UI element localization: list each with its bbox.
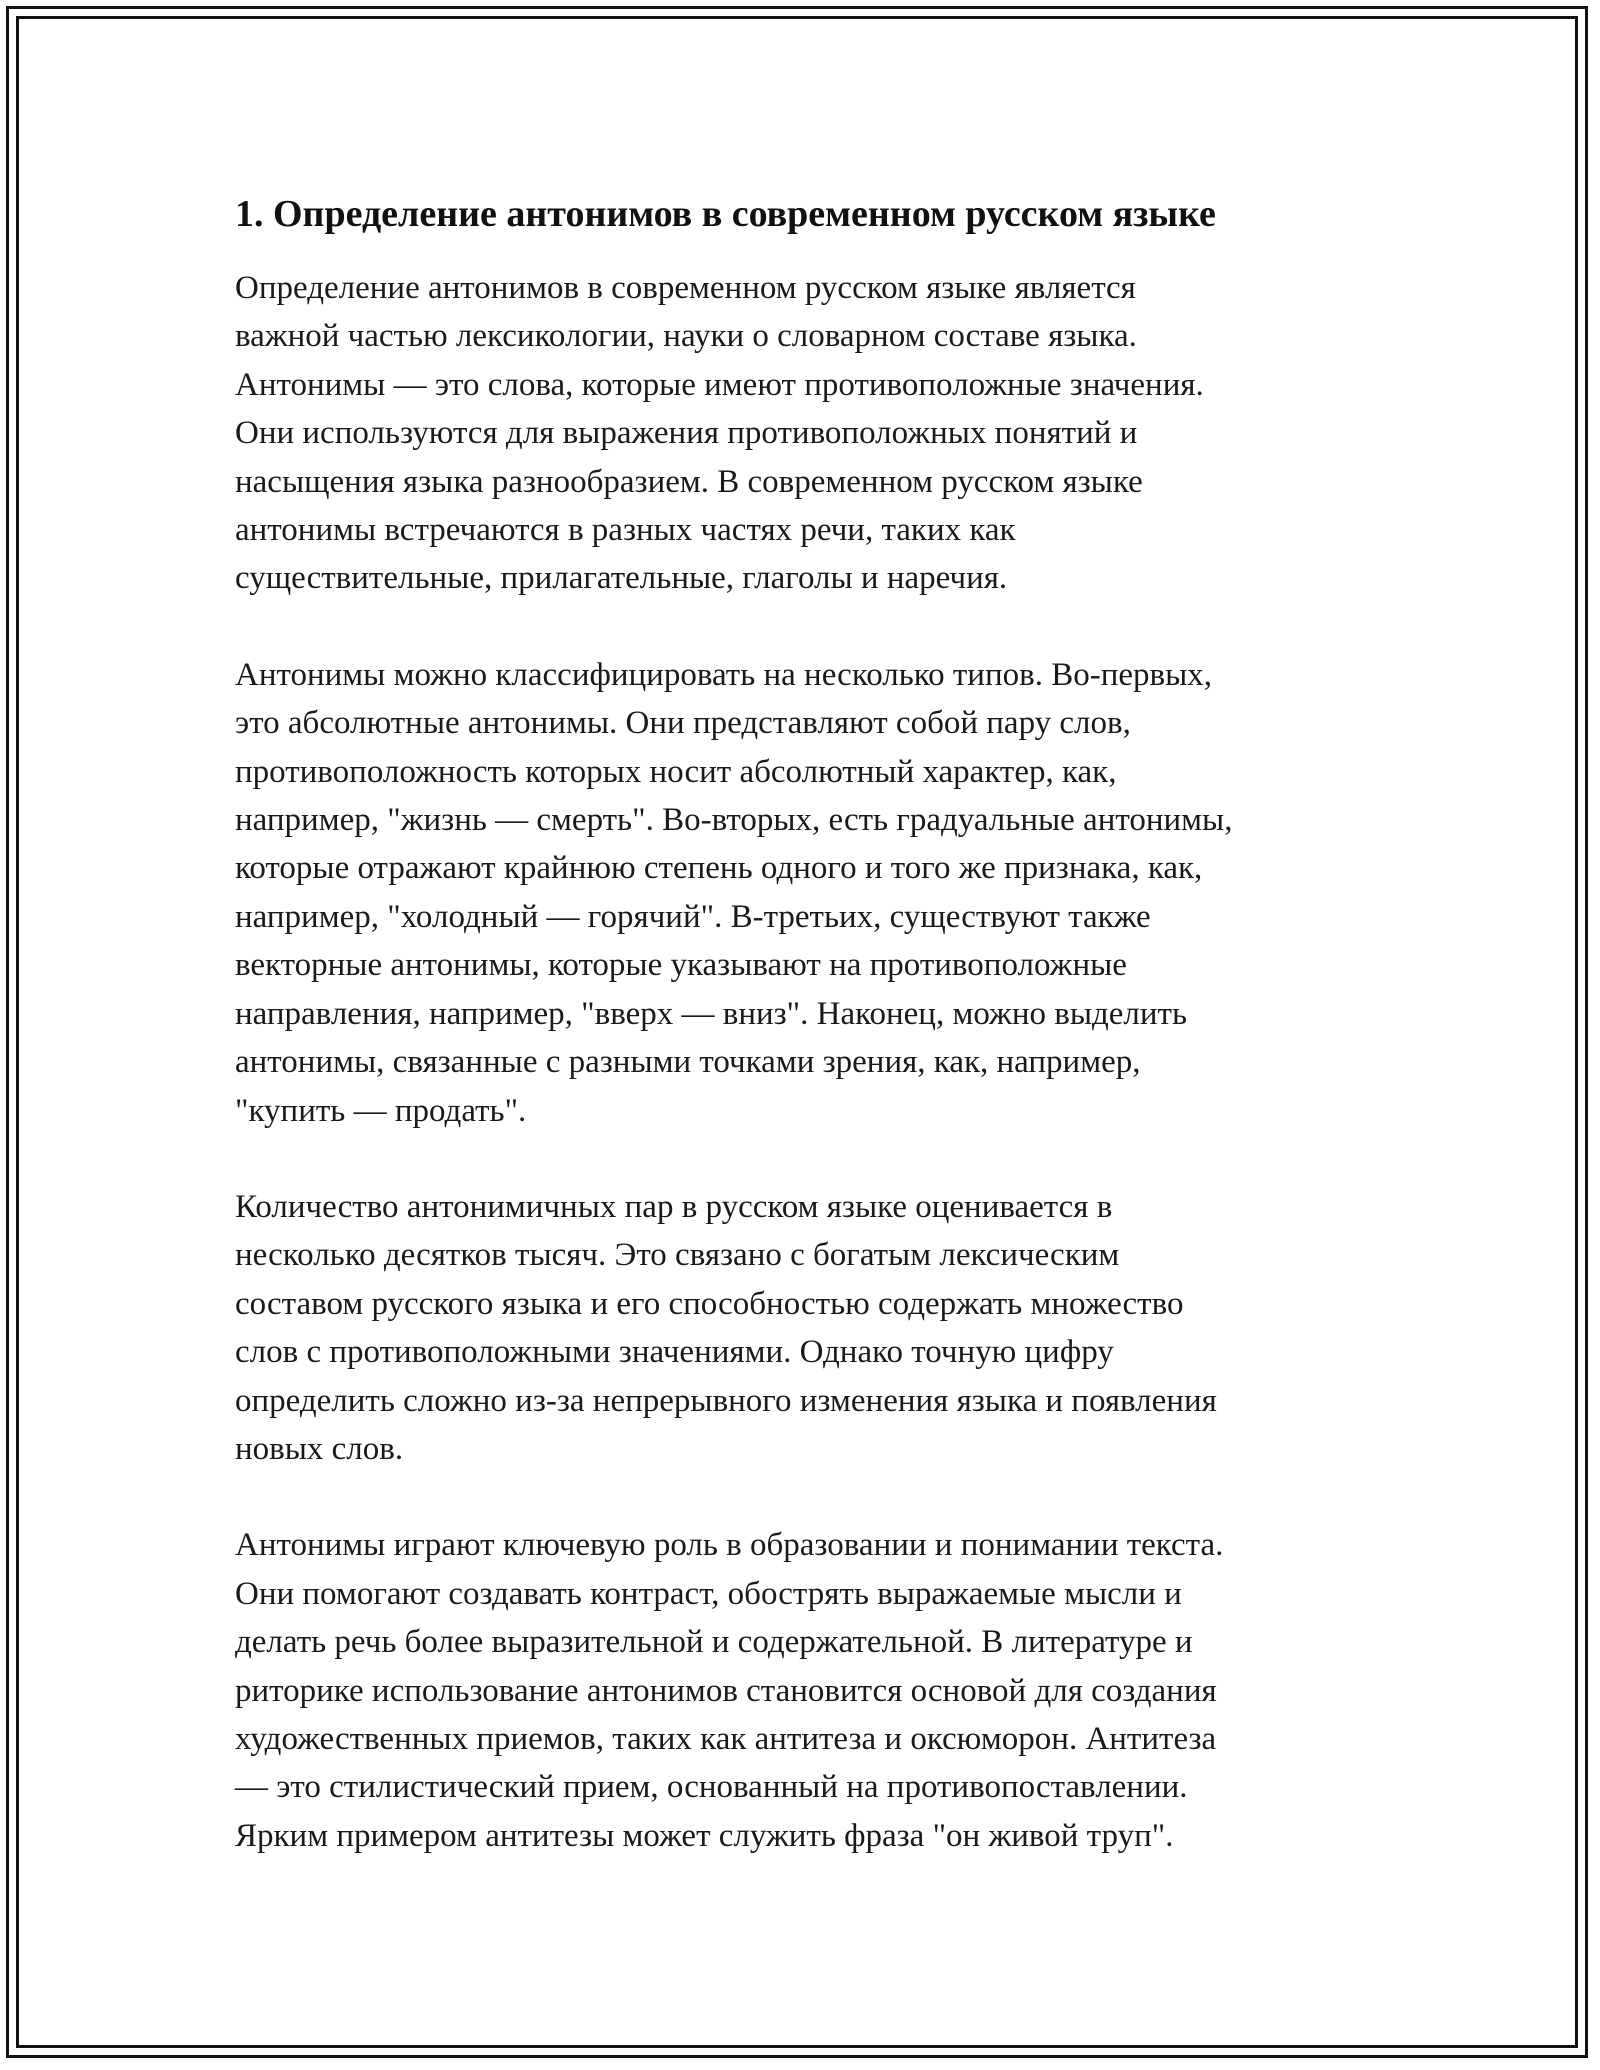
text-line: — это стилистический прием, основанный на противопоставлении. <box>235 1769 1188 1806</box>
text-line: Антонимы — это слова, которые имеют противоположные значения. <box>235 366 1204 403</box>
paragraph-definition <box>235 264 1375 603</box>
text-line: "купить — продать". <box>235 1092 527 1129</box>
section-heading: 1. Определение антонимов в современном русском языке <box>235 193 1216 235</box>
document-body <box>235 186 1375 1908</box>
paragraph-role <box>235 1521 1375 1860</box>
text-line: несколько десятков тысяч. Это связано с богатым лексическим <box>235 1237 1120 1274</box>
paragraph-classification <box>235 651 1375 1135</box>
text-line: Они используются для выражения противоположных понятий и <box>235 415 1138 452</box>
text-line: художественных приемов, таких как антитеза и оксюморон. Антитеза <box>235 1720 1217 1757</box>
text-line: существительные, прилагательные, глаголы и наречия. <box>235 560 1008 597</box>
text-line: важной частью лексикологии, науки о словарном составе языка. <box>235 318 1137 355</box>
text-line: насыщения языка разнообразием. В современном русском языке <box>235 463 1143 500</box>
text-line: определить сложно из-за непрерывного изменения языка и появления <box>235 1382 1217 1419</box>
text-line: Они помогают создавать контраст, обострять выражаемые мысли и <box>235 1575 1182 1612</box>
text-line: антонимы встречаются в разных частях речи, таких как <box>235 512 1016 549</box>
text-line: слов с противоположными значениями. Однако точную цифру <box>235 1334 1114 1371</box>
text-line: которые отражают крайнюю степень одного и того же признака, как, <box>235 850 1203 887</box>
text-line: противоположность которых носит абсолютный характер, как, <box>235 753 1117 790</box>
text-line: направления, например, "вверх — вниз". Наконец, можно выделить <box>235 995 1188 1032</box>
text-line: риторике использование антонимов становится основой для создания <box>235 1672 1217 1709</box>
text-line: составом русского языка и его способностью содержать множество <box>235 1285 1184 1322</box>
text-line: антонимы, связанные с разными точками зрения, как, например, <box>235 1044 1141 1081</box>
paragraph-quantity <box>235 1183 1375 1473</box>
text-line: Антонимы играют ключевую роль в образовании и понимании текста. <box>235 1527 1224 1564</box>
text-line: Ярким примером антитезы может служить фраза "он живой труп". <box>235 1817 1174 1854</box>
text-line: векторные антонимы, которые указывают на противоположные <box>235 947 1127 984</box>
text-line: например, "жизнь — смерть". Во-вторых, есть градуальные антонимы, <box>235 802 1233 839</box>
text-line: Количество антонимичных пар в русском языке оценивается в <box>235 1188 1113 1225</box>
text-line: делать речь более выразительной и содержательной. В литературе и <box>235 1624 1193 1661</box>
text-line: например, "холодный — горячий". В-третьих, существуют также <box>235 898 1151 935</box>
text-line: Антонимы можно классифицировать на несколько типов. Во-первых, <box>235 656 1213 693</box>
text-line: Определение антонимов в современном русском языке является <box>235 270 1136 306</box>
text-line: новых слов. <box>235 1430 404 1467</box>
text-line: это абсолютные антонимы. Они представляют собой пару слов, <box>235 705 1131 742</box>
